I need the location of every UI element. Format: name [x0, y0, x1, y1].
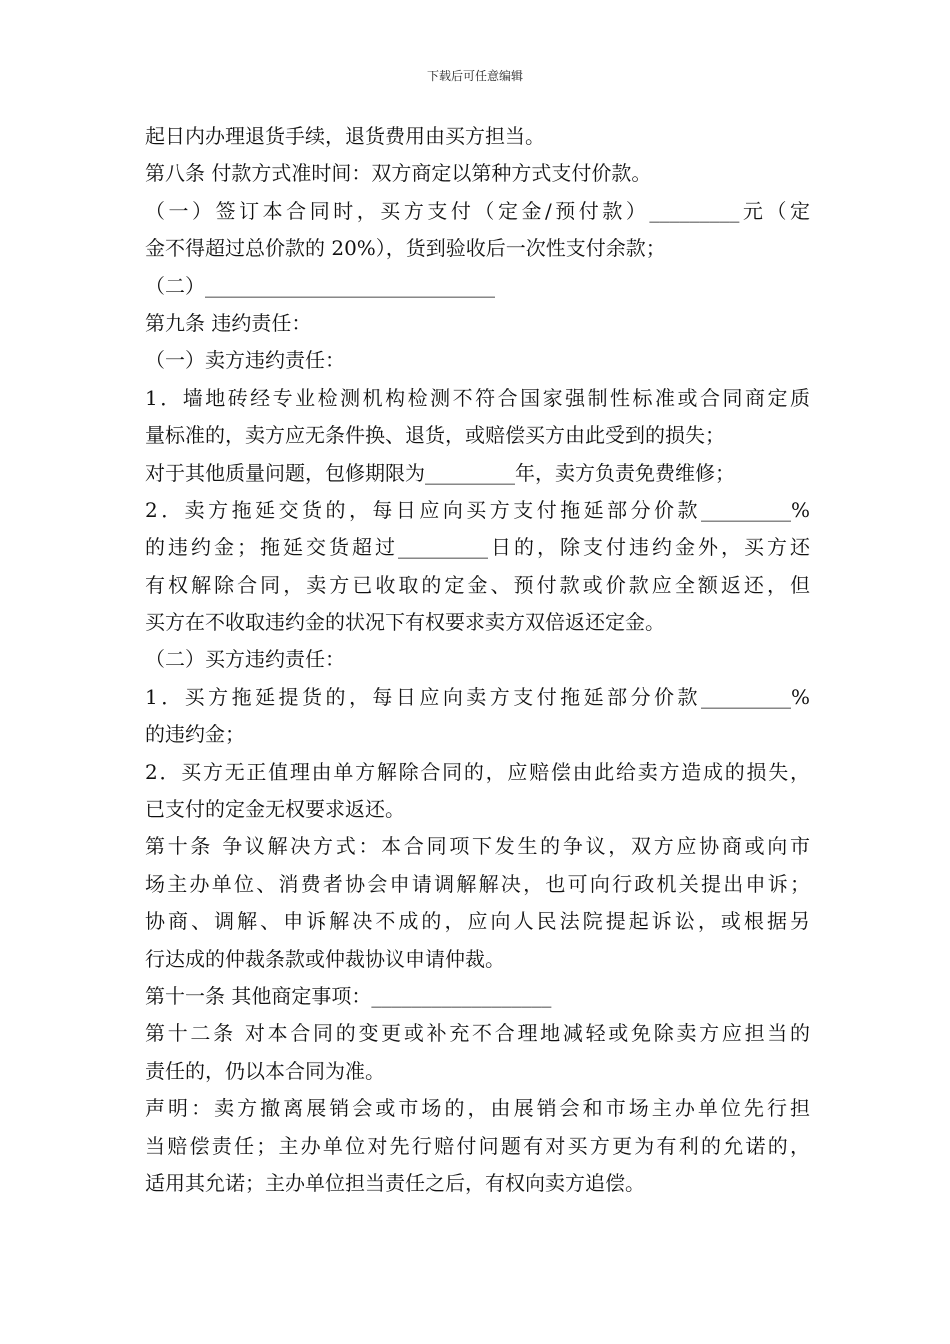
text-line: 第十一条 其他商定事项：__________________	[145, 983, 552, 1008]
text-line: 量标准的，卖方应无条件换、退货，或赔偿买方由此受到的损失；	[145, 423, 725, 448]
text-line: 对于其他质量问题，包修期限为_________年，卖方负责免费维修；	[145, 460, 735, 485]
text-line: （一）签订本合同时，买方支付（定金/预付款）_________元（定	[145, 198, 810, 223]
text-line: 1．墙地砖经专业检测机构检测不符合国家强制性标准或合同商定质	[145, 385, 810, 410]
text-line: 声明：卖方撤离展销会或市场的，由展销会和市场主办单位先行担	[145, 1096, 810, 1121]
text-line: 行达成的仲裁条款或仲裁协议申请仲裁。	[145, 946, 505, 971]
page-header: 下载后可任意编辑	[426, 69, 523, 83]
text-line: 第八条 付款方式准时间：双方商定以第种方式支付价款。	[145, 161, 652, 186]
text-line: 有权解除合同，卖方已收取的定金、预付款或价款应全额返还，但	[145, 572, 810, 597]
text-line: （一）卖方违约责任：	[145, 348, 345, 373]
text-line: 的违约金；拖延交货超过_________日的，除支付违约金外，买方还	[145, 535, 810, 560]
text-line: 金不得超过总价款的 20%），货到验收后一次性支付余款；	[145, 236, 666, 261]
text-line: （二）买方违约责任：	[145, 647, 345, 672]
text-line: 2．买方无正值理由单方解除合同的，应赔偿由此给卖方造成的损失，	[145, 759, 810, 784]
text-line: 第十二条 对本合同的变更或补充不合理地减轻或免除卖方应担当的	[145, 1021, 810, 1046]
text-line: 的违约金；	[145, 722, 245, 747]
text-line: 已支付的定金无权要求返还。	[145, 797, 405, 822]
text-line: 责任的，仍以本合同为准。	[145, 1058, 385, 1083]
text-line: 当赔偿责任；主办单位对先行赔付问题有对买方更为有利的允诺的，	[145, 1133, 810, 1158]
text-line: 2．卖方拖延交货的，每日应向买方支付拖延部分价款_________%	[145, 497, 810, 522]
text-line: （二）_____________________________	[145, 273, 495, 298]
text-line: 适用其允诺；主办单位担当责任之后，有权向卖方追偿。	[145, 1170, 645, 1195]
text-line: 1．买方拖延提货的，每日应向卖方支付拖延部分价款_________%	[145, 684, 810, 709]
text-line: 起日内办理退货手续，退货费用由买方担当。	[145, 124, 545, 148]
text-line: 买方在不收取违约金的状况下有权要求卖方双倍返还定金。	[145, 610, 665, 635]
text-line: 场主办单位、消费者协会申请调解解决，也可向行政机关提出申诉；	[145, 871, 810, 896]
text-line: 第九条 违约责任：	[145, 310, 312, 335]
text-line: 协商、调解、申诉解决不成的，应向人民法院提起诉讼，或根据另	[145, 909, 810, 934]
text-line: 第十条 争议解决方式：本合同项下发生的争议，双方应协商或向市	[145, 834, 810, 859]
document-body	[145, 118, 810, 1202]
